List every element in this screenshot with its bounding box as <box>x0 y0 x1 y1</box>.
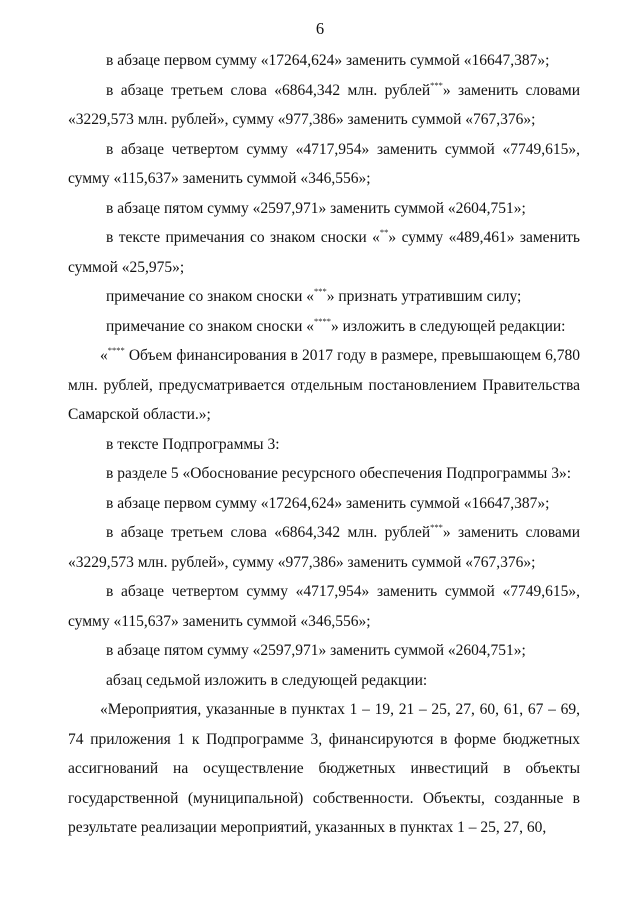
paragraph-12: в абзаце третьем слова «6864,342 млн. рублей***» заменить словами «3229,573 млн. рублей», сумму «977,386» заменить суммой «767,376»; <box>68 522 580 571</box>
paragraph-10: в разделе 5 «Обоснование ресурсного обеспечения Подпрограммы 3»: <box>106 465 571 482</box>
footnote-mark: **** <box>314 315 331 326</box>
page-number: 6 <box>315 19 325 38</box>
footnote-mark: *** <box>314 286 327 296</box>
paragraph-6: примечание со знаком сноски «***» признать утратившим силу; <box>106 286 522 305</box>
footnote-mark: ** <box>379 227 389 237</box>
footnote-mark: *** <box>430 79 443 90</box>
paragraph-1: в абзаце первом сумму «17264,624» заменить суммой «16647,387»; <box>106 52 550 69</box>
paragraph-8: «**** Объем финансирования в 2017 году в размере, превышающем 6,780 млн. рублей, предусматривается отдельным постановлением Правительства Самарской области.»; <box>68 345 580 423</box>
paragraph-2: в абзаце третьем слова «6864,342 млн. рублей***» заменить словами «3229,573 млн. рублей», сумму «977,386» заменить суммой «767,376»; <box>68 79 580 128</box>
footnote-mark: **** <box>107 345 125 355</box>
paragraph-14: в абзаце пятом сумму «2597,971» заменить суммой «2604,751»; <box>106 642 526 659</box>
footnote-mark: *** <box>430 522 443 532</box>
paragraph-16: «Мероприятия, указанные в пунктах 1 – 19, 21 – 25, 27, 60, 61, 67 – 69, 74 приложения 1 к Подпрограмме 3, финансируются в форме бюджетных ассигнований на осуществление бюджетных инвестиций в объекты государственной (муниципальной) собственности. Объекты, созданные в результате реализации мероприятий, указанных в пунктах 1 – 25, 27, 60, <box>68 701 580 836</box>
paragraph-4: в абзаце пятом сумму «2597,971» заменить суммой «2604,751»; <box>106 199 526 217</box>
paragraph-7: примечание со знаком сноски «****» изложить в следующей редакции: <box>106 315 566 335</box>
document-body <box>68 46 580 843</box>
paragraph-13: в абзаце четвертом сумму «4717,954» заменить суммой «7749,615», сумму «115,637» заменить суммой «346,556»; <box>68 583 580 630</box>
paragraph-11: в абзаце первом сумму «17264,624» заменить суммой «16647,387»; <box>106 494 550 512</box>
paragraph-9: в тексте Подпрограммы 3: <box>106 435 280 453</box>
paragraph-5: в тексте примечания со знаком сноски «**» сумму «489,461» заменить суммой «25,975»; <box>68 227 580 276</box>
paragraph-3: в абзаце четвертом сумму «4717,954» заменить суммой «7749,615», сумму «115,637» заменить суммой «346,556»; <box>68 140 580 187</box>
paragraph-15: абзац седьмой изложить в следующей редакции: <box>106 671 428 689</box>
